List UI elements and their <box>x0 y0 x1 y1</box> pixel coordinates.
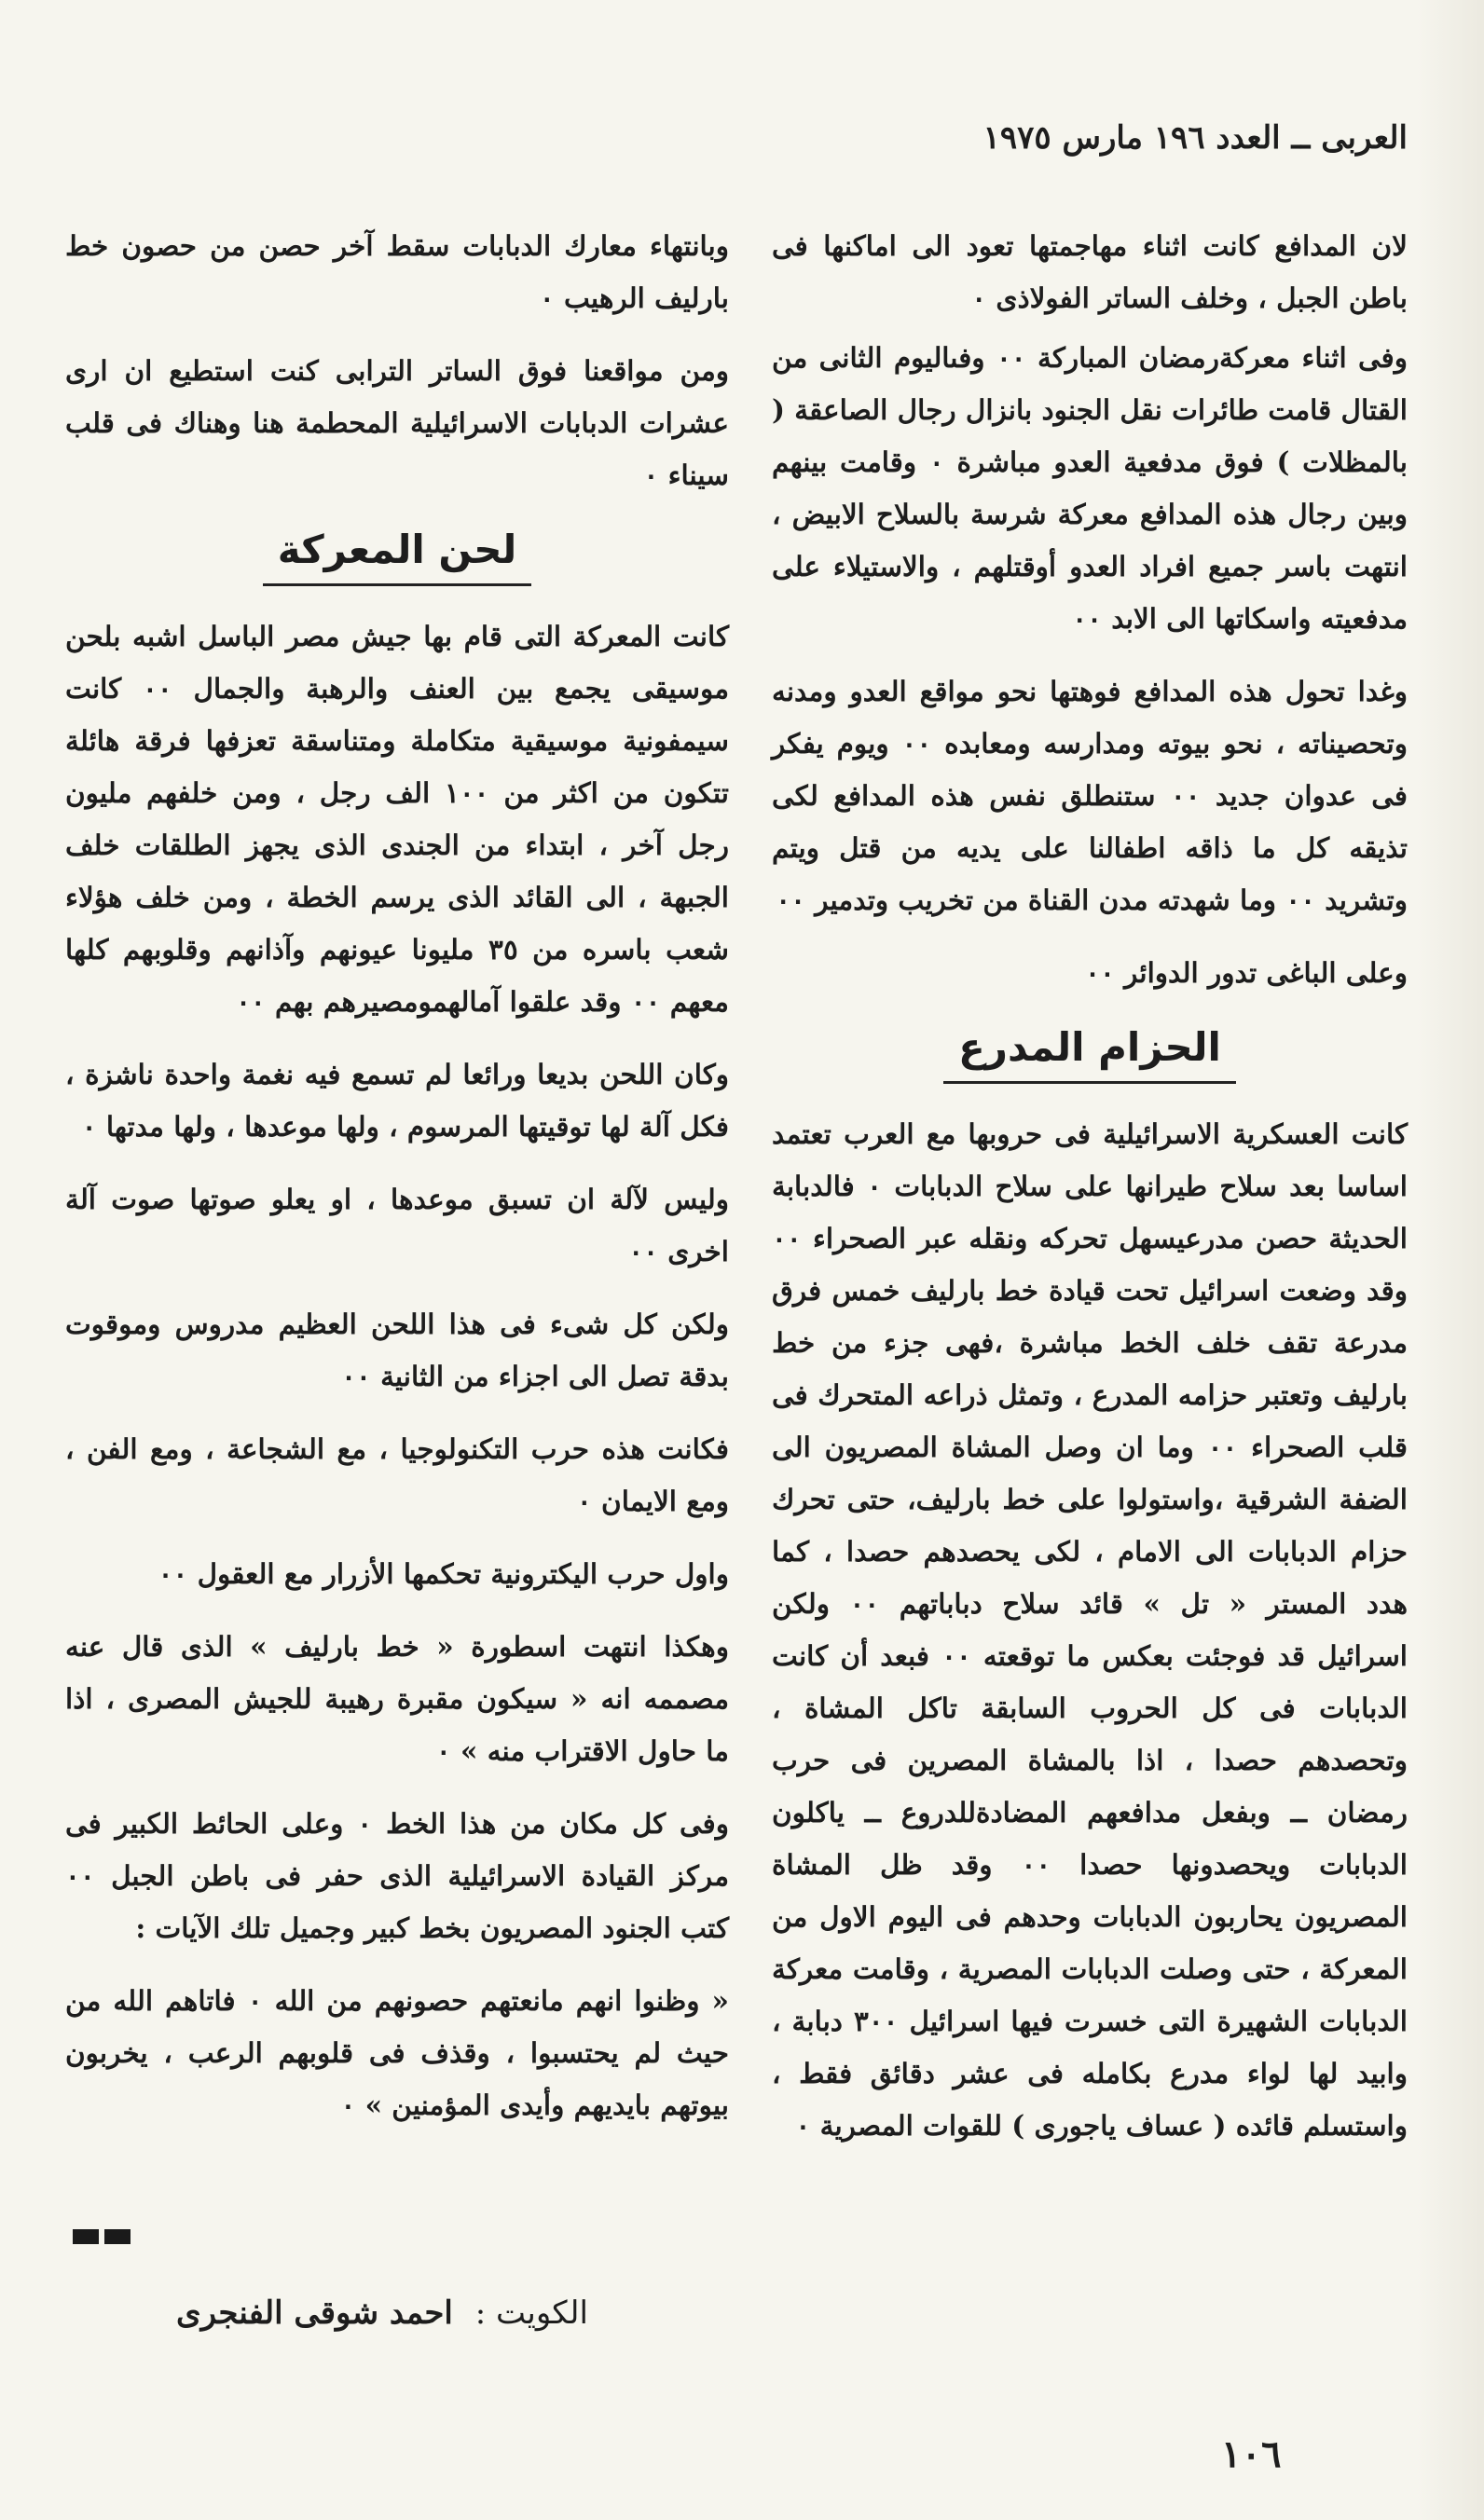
author-location: الكويت : <box>474 2294 588 2332</box>
paragraph: وهكذا انتهت اسطورة « خط بارليف » الذى قال عنه مصممه انه « سيكون مقبرة رهيبة للجيش المصرى ، اذا ما حاول الاقتراب منه » ٠ <box>65 1630 729 1767</box>
paragraph: وبانتهاء معارك الدبابات سقط آخر حصن من حصون خط بارليف الرهيب ٠ <box>65 229 729 314</box>
paragraph: « وظنوا انهم مانعتهم حصونهم من الله ٠ فاتاهم الله من حيث لم يحتسبوا ، وقذف فى قلوبهم الرعب ، يخربون بيوتهم بايديهم وأيدى المؤمنين » ٠ <box>65 1984 729 2121</box>
article-end-mark <box>73 2229 131 2244</box>
end-square <box>73 2229 99 2244</box>
paragraph: وكان اللحن بديعا ورائعا لم تسمع فيه نغمة واحدة ناشزة ، فكل آلة لها توقيتها المرسوم ، ولها موعدها ، ولها مدتها ٠ <box>65 1058 729 1143</box>
running-head: العربى ــ العدد ١٩٦ مارس ١٩٧٥ <box>982 119 1408 157</box>
paragraph: وعلى الباغى تدور الدوائر ٠٠ <box>1085 956 1408 989</box>
page-edge-shadow <box>1417 0 1484 2520</box>
end-square <box>104 2229 131 2244</box>
paragraph: لان المدافع كانت اثناء مهاجمتها تعود الى اماكنها فى باطن الجبل ، وخلف الساتر الفولاذى ٠ <box>772 229 1408 314</box>
author-name: احمد شوقى الفنجرى <box>176 2294 453 2332</box>
section-heading-text: الحزام المدرع <box>943 1020 1236 1084</box>
paragraph: وغدا تحول هذه المدافع فوهتها نحو مواقع العدو ومدنه وتحصيناته ، نحو بيوته ومدارسه ومعابده ٠٠ ويوم يفكر فى عدوان جديد ٠٠ ستنطلق نفس هذه المدافع لكى تذيقه كل ما ذاقه اطفالنا على يديه من قتل ويتم وتشريد ٠٠ وما شهدته مدن القناة من تخريب وتدمير ٠٠ <box>772 675 1408 916</box>
right-column <box>772 220 1408 2172</box>
paragraph: وفى كل مكان من هذا الخط ٠ وعلى الحائط الكبير فى مركز القيادة الاسرائيلية الذى حفر فى باطن الجبل ٠٠ كتب الجنود المصريون بخط كبير وجميل تلك الآيات : <box>65 1807 729 1944</box>
author-signature <box>121 2294 643 2332</box>
paragraph: كانت العسكرية الاسرائيلية فى حروبها مع العرب تعتمد اساسا بعد سلاح طيرانها على سلاح الدبابات ٠ فالدبابة الحديثة حصن مدرعيسهل تحركه ونقله عبر الصحراء ٠٠ وقد وضعت اسرائيل تحت قيادة خط بارليف خمس فرق مدرعة تقف خلف الخط مباشرة ،فهى جزء من خط بارليف وتعتبر حزامه المدرع ، وتمثل ذراعه المتحرك فى قلب الصحراء ٠٠ وما ان وصل المشاة المصريون الى الضفة الشرقية ،واستولوا على خط بارليف، حتى تحرك حزام الدبابات الى الامام ، لكى يحصدهم حصدا ، كما هدد المستر « تل » قائد سلاح دباباتهم ٠٠ ولكن اسرائيل قد فوجئت بعكس ما توقعته ٠٠ فبعد أن كانت الدبابات فى كل الحروب السابقة تاكل المشاة ، وتحصدهم حصدا ، اذا بالمشاة المصرين فى حرب رمضان ــ وبفعل مدافعهم المضادةللدروع ــ ياكلون الدبابات ويحصدونها حصدا ٠٠ وقد ظل المشاة المصريون يحاربون الدبابات وحدهم فى اليوم الاول من المعركة ، حتى وصلت الدبابات المصرية ، وقامت معركة الدبابات الشهيرة التى خسرت فيها اسرائيل ٣٠٠ دبابة ، وابيد لها لواء مدرع بكامله فى عشر دقائق فقط ، واستسلم قائده ( عساف ياجورى ) للقوات المصرية ٠ <box>772 1117 1408 2142</box>
paragraph: ومن مواقعنا فوق الساتر الترابى كنت استطيع ان ارى عشرات الدبابات الاسرائيلية المحطمة هنا وهناك فى قلب سيناء ٠ <box>65 354 729 491</box>
paragraph: وليس لآلة ان تسبق موعدها ، او يعلو صوتها صوت آلة اخرى ٠٠ <box>65 1183 729 1267</box>
section-heading-text: لحن المعركة <box>263 522 532 586</box>
paragraph: فكانت هذه حرب التكنولوجيا ، مع الشجاعة ، ومع الفن ، ومع الايمان ٠ <box>65 1432 729 1517</box>
left-column <box>65 220 729 2152</box>
paragraph: واول حرب اليكترونية تحكمها الأزرار مع العقول ٠٠ <box>158 1557 729 1590</box>
section-heading <box>65 522 729 586</box>
paragraph: وفى اثناء معركةرمضان المباركة ٠٠ وفىاليوم الثانى من القتال قامت طائرات نقل الجنود بانزال رجال الصاعقة ( بالمظلات ) فوق مدفعية العدو مباشرة ٠ وقامت بينهم وبين رجال هذه المدافع معركة شرسة بالسلاح الابيض ، انتهت باسر جميع افراد العدو أوقتلهم ، والاستيلاء على مدفعيته واسكاتها الى الابد ٠٠ <box>772 341 1408 635</box>
paragraph: كانت المعركة التى قام بها جيش مصر الباسل اشبه بلحن موسيقى يجمع بين العنف والرهبة والجمال ٠٠ كانت سيمفونية موسيقية متكاملة ومتناسقة تعزفها فرقة هائلة تتكون من اكثر من ١٠٠ الف رجل ، ومن خلفهم مليون رجل آخر ، ابتداء من الجندى الذى يجهز الطلقات خلف الجبهة ، الى القائد الذى يرسم الخطة ، ومن خلف هؤلاء شعب باسره من ٣٥ مليونا عيونهم وآذانهم وقلوبهم كلها معهم ٠٠ وقد علقوا آمالهمومصيرهم بهم ٠٠ <box>65 620 730 1018</box>
section-heading <box>772 1020 1408 1084</box>
page-number: ١٠٦ <box>1221 2432 1282 2476</box>
paragraph: ولكن كل شىء فى هذا اللحن العظيم مدروس وموقوت بدقة تصل الى اجزاء من الثانية ٠٠ <box>65 1308 729 1392</box>
